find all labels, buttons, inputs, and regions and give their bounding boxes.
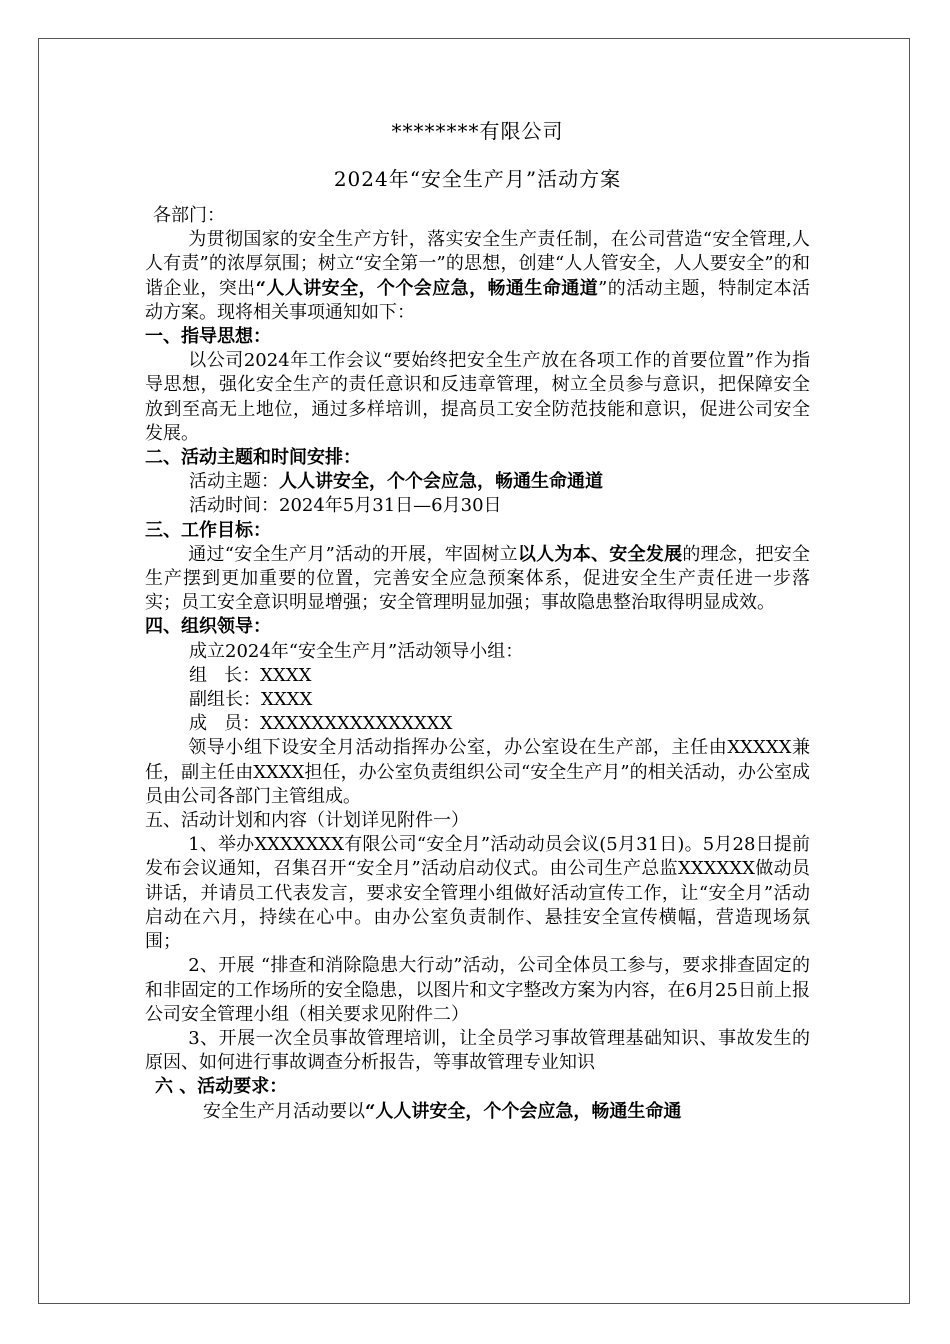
group-members: 成 员：XXXXXXXXXXXXXXX bbox=[189, 713, 453, 735]
plan-item-3: 3、开展一次全员事故管理培训，让全员学习事故管理基础知识、事故发生的原因、如何进行事故调查分析报告，等事故管理专业知识 bbox=[145, 1027, 810, 1074]
company-title: ********有限公司 bbox=[391, 119, 564, 143]
plan-item-1: 1、举办XXXXXXX有限公司“安全月”活动动员会议(5月31日)。5月28日提前发布会议通知，召集召开“安全月”活动启动仪式。由公司生产总监XXXXXX做动员讲话，并请员工代表发言，要求安全管理小组做好活动宣传工作，让“安全月”活动启动在六月，持续在心中。由办公室负责制作、悬挂安全宣传横幅，营造现场氛围； bbox=[145, 834, 810, 953]
activity-theme-value: 人人讲安全，个个会应急，畅通生命通道 bbox=[279, 471, 603, 493]
group-leader: 组 长：XXXX bbox=[189, 664, 312, 686]
leadership-group-intro: 成立2024年“安全生产月”活动领导小组： bbox=[189, 640, 524, 662]
section-1-heading: 一、指导思想： bbox=[145, 326, 271, 348]
section-6-bold: “人人讲安全，个个会应急，畅通生命通 bbox=[365, 1100, 682, 1122]
section-3-bold: 以人为本、安全发展 bbox=[517, 543, 683, 565]
section-3-body: 通过“安全生产月”活动的开展，牢固树立以人为本、安全发展的理念，把安全生产摆到更加重要的位置，完善安全应急预案体系，促进安全生产责任进一步落实；员工安全意识明显增强；安全管理明显加强；事故隐患整治取得明显成效。 bbox=[145, 543, 811, 614]
section-3-heading: 三、工作目标： bbox=[145, 519, 271, 541]
plan-item-2: 2、开展 “排查和消除隐患大行动”活动，公司全体员工参与，要求排查固定的和非固定的工作场所的安全隐患，以图片和文字整改方案为内容，在6月25日前上报公司安全管理小组（相关要求见附件二） bbox=[145, 955, 810, 1025]
section-4-heading: 四、组织领导： bbox=[145, 616, 271, 638]
activity-time: 活动时间：2024年5月31日—6月30日 bbox=[189, 495, 502, 517]
plan-title: 2024年“安全生产月”活动方案 bbox=[333, 167, 622, 191]
intro-paragraph: 为贯彻国家的安全生产方针，落实安全生产责任制，在公司营造“安全管理,人人有责”的浓厚氛围；树立“安全第一”的思想，创建“人人管安全，人人要安全”的和谐企业，突出“人人讲安全，个个会应急，畅通生命通道”的活动主题，特制定本活动方案。现将相关事项通知如下： bbox=[145, 229, 810, 323]
document-body bbox=[145, 112, 810, 1124]
office-description: 领导小组下设安全月活动指挥办公室，办公室设在生产部，主任由XXXXX兼任，副主任由XXXX担任，办公室负责组织公司“安全生产月”的相关活动，办公室成员由公司各部门主管组成。 bbox=[145, 737, 810, 807]
activity-theme: 活动主题：人人讲安全，个个会应急，畅通生命通道 bbox=[189, 471, 603, 493]
salutation: 各部门： bbox=[153, 205, 225, 226]
section-1-body: 以公司2024年工作会议“要始终把安全生产放在各项工作的首要位置”作为指导思想，强化安全生产的责任意识和反违章管理，树立全员参与意识，把保障安全放到至高无上地位，通过多样培训，提高员工安全防范技能和意识，促进公司安全发展。 bbox=[145, 350, 810, 444]
section-5-heading: 五、活动计划和内容（计划详见附件一） bbox=[145, 810, 469, 832]
deputy-leader: 副组长：XXXX bbox=[189, 689, 313, 711]
section-6-heading: 六 、活动要求： bbox=[155, 1076, 288, 1098]
intro-theme-bold: “人人讲安全，个个会应急，畅通生命通道 bbox=[255, 277, 599, 299]
section-6-body: 安全生产月活动要以“人人讲安全，个个会应急，畅通生命通 bbox=[203, 1100, 682, 1122]
section-2-heading: 二、活动主题和时间安排： bbox=[145, 447, 361, 469]
